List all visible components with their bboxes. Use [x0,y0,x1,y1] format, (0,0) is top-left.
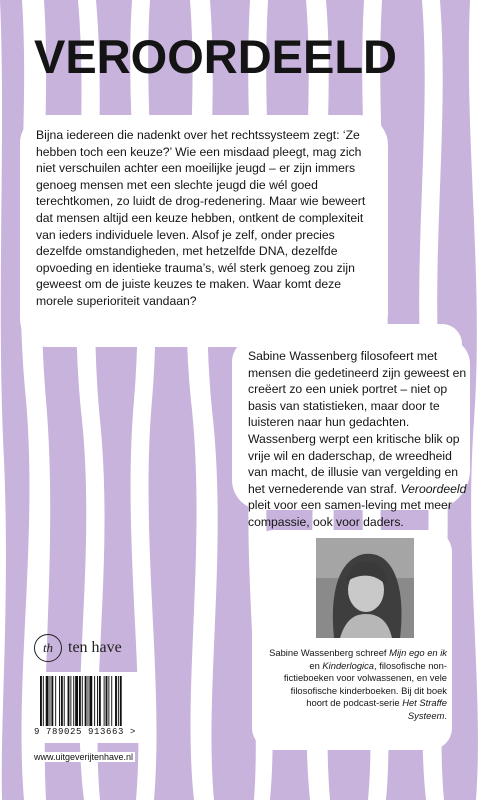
barcode-bar [89,676,92,726]
barcode-bar [40,676,42,726]
barcode-bar [64,676,65,726]
barcode-bar [59,676,60,726]
bio-book-2: Kinderlogica [322,659,375,671]
blurb-2-part-2: pleit voor een samen-leving met meer compassie, ook voor daders. [248,498,452,529]
author-portrait-icon [316,538,414,638]
barcode-bar [79,676,81,726]
barcode-bar [61,676,63,726]
barcode-bar [85,676,87,726]
publisher-mark-icon: th [34,634,62,662]
barcode-bar [50,676,51,726]
author-photo [316,538,414,638]
barcode-bar [115,676,117,726]
blurb-2-book-title: Veroordeeld [400,481,467,496]
bio-podcast: Het Straffe Systeem [402,697,447,721]
barcode-bar [82,676,83,726]
isbn-number: 9 789025 913663 > [34,727,137,737]
blurb-paragraph-1: Bijna iedereen die nadenkt over het rechtssysteem zegt: ‘Ze hebben toch een keuze?’ Wie een misdaad pleegt, mag zich niet verschuilen achter een moeilijke jeugd – er zijn immers genoeg mensen met een slechte jeugd die wél goed terechtkomen, zo luidt de drog-redenering. Maar wie beweert dat mensen altijd een keuze hebben, ontkent de complexiteit van ieders individuele leven. Alsof je zelf, onder precies dezelfde omstandigheden, met hetzelfde DNA, dezelfde opvoeding en identieke trauma’s, wél sterk genoeg zou zijn geweest om de juiste keuzes te maken. Waar komt deze morele superioriteit vandaan? [36,128,366,308]
publisher-url: www.uitgeverijtenhave.nl [34,752,134,762]
barcode-bar [94,676,95,726]
bio-part-1: Sabine Wassenberg schreef [269,647,387,658]
publisher-name: ten have [68,639,122,656]
barcode-bar [99,676,101,726]
barcode-bar [88,676,89,726]
barcode-bar [120,676,122,726]
barcode-bar [51,676,53,726]
barcode-bar [43,676,44,726]
blurb-paragraph-2 [248,348,470,531]
barcode-bar [104,676,105,726]
barcode-bar [75,676,78,726]
barcode-bar [46,676,49,726]
barcode-bar [68,676,70,726]
barcode-bar [55,676,56,726]
book-title: VEROORDEELD [34,30,397,83]
blurb-2-part-1: Sabine Wassenberg filosofeert met mensen die gedetineerd zijn geweest en creëert zo een uniek portret – niet op basis van statistieken, maar door te luisteren naar hun gedachten. Wassenberg werpt een kritische blik op vrije wil en daderschap, de wreedheid van macht, de illusie van vergelding en het vernederende van straf. [248,349,467,496]
barcode-panel [32,672,152,743]
barcode-bar [108,676,109,726]
bio-end: . [444,709,447,721]
publisher-logo [34,634,122,662]
barcode-bar [70,676,71,726]
barcode-bar [97,676,98,726]
barcode-bar [118,676,119,726]
bio-book-1: Mijn ego en ik [389,647,447,658]
barcode-bar [106,676,108,726]
bio-part-2: , filosofische non-fictieboeken voor volwassenen, en vele filosofische kinderboeken. Bij dit boek hoort de podcast-serie [283,659,447,709]
barcode-bar [73,676,74,726]
barcode-icon [38,676,146,726]
barcode-bar [111,676,112,726]
bio-and: en [309,659,320,671]
author-bio [269,647,447,723]
